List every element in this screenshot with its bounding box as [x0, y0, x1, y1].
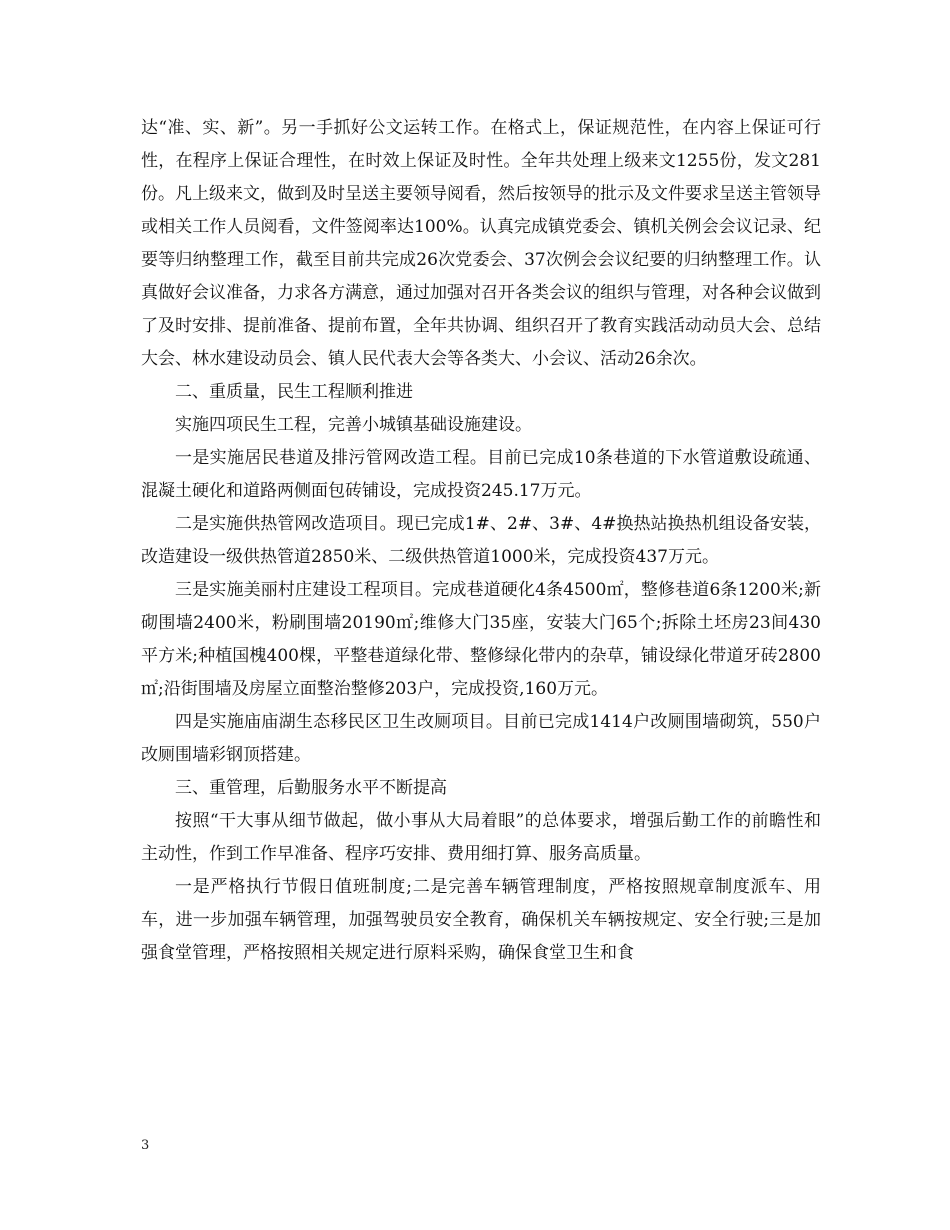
paragraph-7: 四是实施庙庙湖生态移民区卫生改厕项目。目前已完成1414户改厕围墙砌筑，550户改厕围墙彩钢顶搭建。 [141, 712, 821, 765]
page-number: 3 [141, 1138, 150, 1153]
document-body [141, 112, 821, 970]
paragraph-3: 实施四项民生工程，完善小城镇基础设施建设。 [175, 415, 532, 435]
paragraph-4: 一是实施居民巷道及排污管网改造工程。目前已完成10条巷道的下水管道敷设疏通、混凝土硬化和道路两侧面包砖铺设，完成投资245.17万元。 [141, 448, 821, 501]
heading-section-3: 三、重管理，后勤服务水平不断提高 [175, 778, 447, 798]
heading-section-2: 二、重质量，民生工程顺利推进 [175, 382, 413, 402]
paragraph-1: 达“准、实、新”。另一手抓好公文运转工作。在格式上，保证规范性，在内容上保证可行性，在程序上保证合理性，在时效上保证及时性。全年共处理上级来文1255份，发文281份。凡上级来文，做到及时呈送主要领导阅看，然后按领导的批示及文件要求呈送主管领导或相关工作人员阅看，文件签阅率达100%。认真完成镇党委会、镇机关例会会议记录、纪要等归纳整理工作，截至目前共完成26次党委会、37次例会会议纪要的归纳整理工作。认真做好会议准备，力求各方满意，通过加强对召开各类会议的组织与管理，对各种会议做到了及时安排、提前准备、提前布置，全年共协调、组织召开了教育实践活动动员大会、总结大会、林水建设动员会、镇人民代表大会等各类大、小会议、活动26余次。 [141, 118, 821, 369]
paragraph-6: 三是实施美丽村庄建设工程项目。完成巷道硬化4条4500㎡，整修巷道6条1200米;新砌围墙2400米，粉刷围墙20190㎡;维修大门35座，安装大门65个;拆除土坯房23间430平方米;种植国槐400棵，平整巷道绿化带、整修绿化带内的杂草，铺设绿化带道牙砖2800㎡;沿街围墙及房屋立面整治整修203户，完成投资,160万元。 [141, 580, 821, 699]
paragraph-5: 二是实施供热管网改造项目。现已完成1#、2#、3#、4#换热站换热机组设备安装，改造建设一级供热管道2850米、二级供热管道1000米，完成投资437万元。 [141, 514, 821, 567]
paragraph-10: 一是严格执行节假日值班制度;二是完善车辆管理制度，严格按照规章制度派车、用车，进一步加强车辆管理，加强驾驶员安全教育，确保机关车辆按规定、安全行驶;三是加强食堂管理，严格按照相关规定进行原料采购，确保食堂卫生和食 [141, 877, 821, 963]
paragraph-9: 按照“干大事从细节做起，做小事从大局着眼”的总体要求，增强后勤工作的前瞻性和主动性，作到工作早准备、程序巧安排、费用细打算、服务高质量。 [141, 811, 821, 864]
